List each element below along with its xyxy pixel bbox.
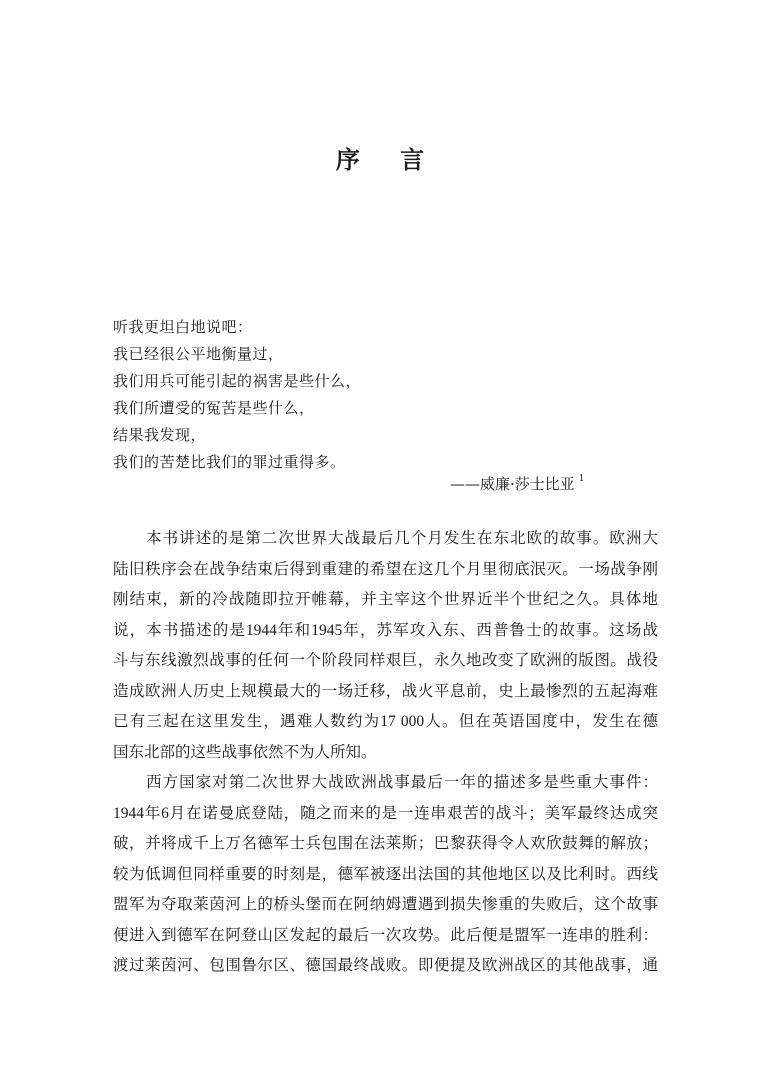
body-line: 造成欧洲人历史上规模最大的一场迁移，战火平息前，史上最惨烈的五起海难 (113, 682, 658, 700)
body-line: 本书讲述的是第二次世界大战最后几个月发生在东北欧的故事。欧洲大 (113, 530, 658, 547)
body-line: 斗与东线激烈战事的任何一个阶段同样艰巨，永久地改变了欧洲的版图。战役 (113, 652, 658, 669)
body-line: 便进入到德军在阿登山区发起的最后一次攻势。此后便是盟军一连串的胜利： (113, 926, 658, 944)
attribution-author: ——威廉·莎士比亚 (450, 475, 575, 493)
body-line: 盟军为夺取莱茵河上的桥头堡而在阿纳姆遭遇到损失惨重的失败后，这个故事 (113, 896, 658, 913)
epigraph-line: 我已经很公平地衡量过， (113, 345, 284, 363)
body-line: 较为低调但同样重要的时刻是，德军被逐出法国的其他地区以及比利时。西线 (113, 865, 658, 883)
body-line: 陆旧秩序会在战争结束后得到重建的希望在这几个月里彻底泯灭。一场战争刚 (113, 560, 658, 578)
body-line: 国东北部的这些战事依然不为人所知。 (113, 743, 377, 761)
epigraph (113, 314, 673, 476)
body-line: 1944年6月在诺曼底登陆，随之而来的是一连串艰苦的战斗；美军最终达成突 (113, 804, 658, 822)
body-line: 已有三起在这里发生，遇难人数约为17 000人。但在英语国度中，发生在德 (113, 713, 658, 730)
chapter-title: 序 言 (335, 145, 441, 174)
body-line: 破，并将成千上万名德军士兵包围在法莱斯；巴黎获得令人欢欣鼓舞的解放； (113, 835, 658, 852)
epigraph-attribution (450, 467, 585, 496)
body-line: 渡过莱茵河、包围鲁尔区、德国最终战败。即便提及欧洲战区的其他战事，通 (113, 957, 658, 974)
footnote-marker[interactable]: 1 (578, 474, 585, 484)
body-line: 西方国家对第二次世界大战欧洲战事最后一年的描述多是些重大事件： (113, 774, 658, 791)
epigraph-line: 我们的苦楚比我们的罪过重得多。 (113, 453, 346, 471)
body-line: 刚结束，新的冷战随即拉开帷幕，并主宰这个世界近半个世纪之久。具体地 (113, 591, 658, 608)
body-line: 说，本书描述的是1944年和1945年，苏军攻入东、西普鲁士的故事。这场战 (113, 621, 658, 639)
epigraph-line: 我们用兵可能引起的祸害是些什么， (113, 372, 362, 390)
epigraph-line: 结果我发现， (113, 426, 207, 444)
body-text (113, 524, 658, 982)
epigraph-line: 听我更坦白地说吧： (113, 318, 253, 336)
epigraph-line: 我们所遭受的冤苦是些什么， (113, 399, 315, 417)
